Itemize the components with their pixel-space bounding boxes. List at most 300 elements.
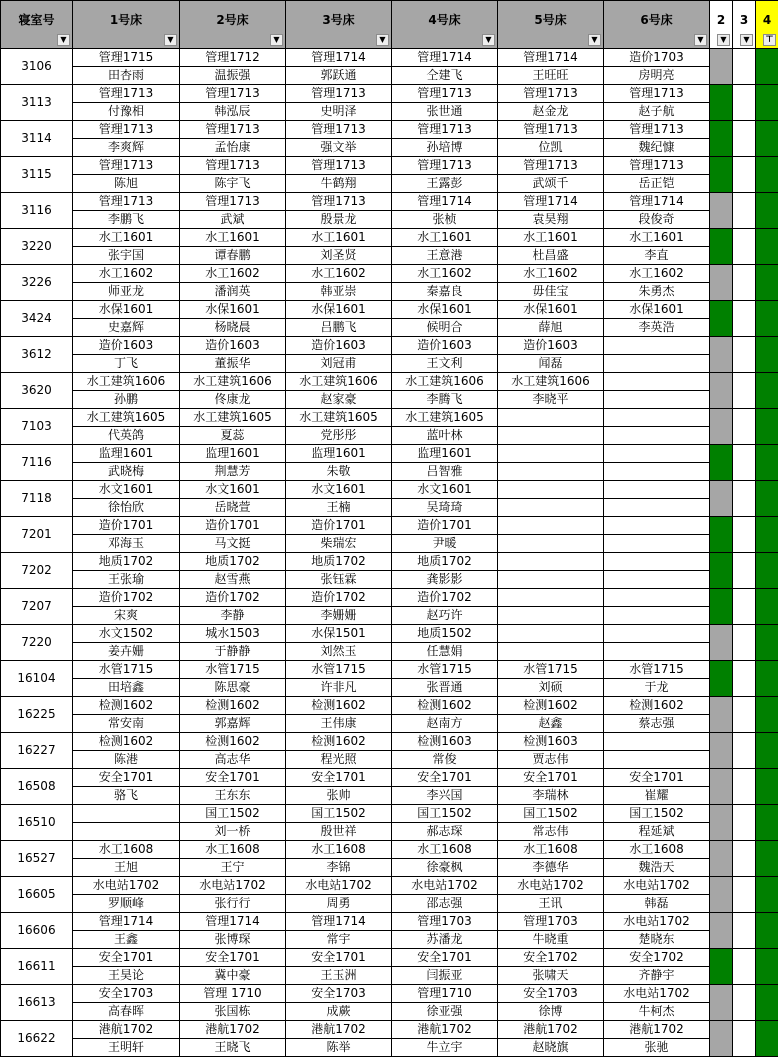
class-cell[interactable] xyxy=(604,481,710,499)
flag-3-cell[interactable] xyxy=(733,985,756,1021)
class-cell[interactable] xyxy=(498,409,604,427)
class-cell[interactable]: 管理1714 xyxy=(392,193,498,211)
flag-4-cell[interactable] xyxy=(756,445,778,481)
class-cell[interactable]: 水工1608 xyxy=(73,841,180,859)
room-number-cell[interactable]: 7207 xyxy=(1,589,73,625)
student-name-cell[interactable] xyxy=(498,607,604,625)
class-cell[interactable]: 港航1702 xyxy=(180,1021,286,1039)
class-cell[interactable]: 管理1714 xyxy=(498,49,604,67)
flag-2-cell[interactable] xyxy=(710,733,733,769)
student-name-cell[interactable] xyxy=(604,427,710,445)
student-name-cell[interactable]: 牛立宇 xyxy=(392,1039,498,1057)
class-cell[interactable]: 港航1702 xyxy=(286,1021,392,1039)
student-name-cell[interactable]: 李爽辉 xyxy=(73,139,180,157)
class-cell[interactable]: 水保1601 xyxy=(604,301,710,319)
student-name-cell[interactable]: 师亚龙 xyxy=(73,283,180,301)
flag-4-cell[interactable] xyxy=(756,661,778,697)
flag-2-cell[interactable] xyxy=(710,229,733,265)
class-cell[interactable]: 国工1502 xyxy=(604,805,710,823)
flag-2-cell[interactable] xyxy=(710,409,733,445)
class-cell[interactable]: 管理1713 xyxy=(604,121,710,139)
student-name-cell[interactable]: 谭春鹏 xyxy=(180,247,286,265)
class-cell[interactable]: 水工建筑1606 xyxy=(180,373,286,391)
class-cell[interactable]: 水工1602 xyxy=(604,265,710,283)
student-name-cell[interactable]: 楚晓东 xyxy=(604,931,710,949)
student-name-cell[interactable]: 杜昌盛 xyxy=(498,247,604,265)
class-cell[interactable]: 水工1601 xyxy=(604,229,710,247)
student-name-cell[interactable]: 田培鑫 xyxy=(73,679,180,697)
class-cell[interactable]: 水文1502 xyxy=(73,625,180,643)
student-name-cell[interactable] xyxy=(73,823,180,841)
class-cell[interactable]: 地质1702 xyxy=(286,553,392,571)
student-name-cell[interactable] xyxy=(604,643,710,661)
flag-4-cell[interactable] xyxy=(756,697,778,733)
class-cell[interactable]: 水保1601 xyxy=(73,301,180,319)
class-cell[interactable]: 管理1712 xyxy=(180,49,286,67)
student-name-cell[interactable]: 蓝叶林 xyxy=(392,427,498,445)
flag-2-cell[interactable] xyxy=(710,121,733,157)
class-cell[interactable]: 水电站1702 xyxy=(286,877,392,895)
student-name-cell[interactable]: 成蕨 xyxy=(286,1003,392,1021)
flag-4-cell[interactable] xyxy=(756,625,778,661)
class-cell[interactable]: 造价1701 xyxy=(286,517,392,535)
class-cell[interactable]: 城水1503 xyxy=(180,625,286,643)
student-name-cell[interactable] xyxy=(498,427,604,445)
class-cell[interactable]: 管理1714 xyxy=(392,49,498,67)
class-cell[interactable]: 管理1713 xyxy=(286,121,392,139)
student-name-cell[interactable]: 闻磊 xyxy=(498,355,604,373)
class-cell[interactable]: 监理1601 xyxy=(286,445,392,463)
room-number-cell[interactable]: 3620 xyxy=(1,373,73,409)
class-cell[interactable]: 安全1701 xyxy=(73,949,180,967)
student-name-cell[interactable]: 王旭 xyxy=(73,859,180,877)
student-name-cell[interactable]: 潘润英 xyxy=(180,283,286,301)
student-name-cell[interactable]: 马文挺 xyxy=(180,535,286,553)
flag-3-cell[interactable] xyxy=(733,589,756,625)
flag-2-cell[interactable] xyxy=(710,157,733,193)
flag-2-cell[interactable] xyxy=(710,769,733,805)
flag-3-cell[interactable] xyxy=(733,409,756,445)
flag-4-cell[interactable] xyxy=(756,337,778,373)
student-name-cell[interactable]: 刘冠甫 xyxy=(286,355,392,373)
flag-3-cell[interactable] xyxy=(733,949,756,985)
student-name-cell[interactable]: 刘一桥 xyxy=(180,823,286,841)
room-number-cell[interactable]: 16527 xyxy=(1,841,73,877)
class-cell[interactable]: 水电站1702 xyxy=(498,877,604,895)
class-cell[interactable]: 管理1703 xyxy=(392,913,498,931)
class-cell[interactable]: 管理1710 xyxy=(392,985,498,1003)
class-cell[interactable]: 管理1713 xyxy=(392,85,498,103)
student-name-cell[interactable]: 常安南 xyxy=(73,715,180,733)
class-cell[interactable]: 水工1601 xyxy=(392,229,498,247)
student-name-cell[interactable]: 龚影影 xyxy=(392,571,498,589)
student-name-cell[interactable]: 高志华 xyxy=(180,751,286,769)
filter-dropdown-icon[interactable]: ▼ xyxy=(588,34,601,46)
student-name-cell[interactable]: 魏浩天 xyxy=(604,859,710,877)
filter-dropdown-icon[interactable]: ▼ xyxy=(57,34,70,46)
class-cell[interactable]: 水保1601 xyxy=(180,301,286,319)
class-cell[interactable]: 水工1608 xyxy=(604,841,710,859)
class-cell[interactable]: 水工建筑1606 xyxy=(392,373,498,391)
flag-3-cell[interactable] xyxy=(733,769,756,805)
student-name-cell[interactable]: 李鹏飞 xyxy=(73,211,180,229)
flag-2-cell[interactable] xyxy=(710,589,733,625)
student-name-cell[interactable]: 李锦 xyxy=(286,859,392,877)
student-name-cell[interactable]: 魏纪慷 xyxy=(604,139,710,157)
student-name-cell[interactable]: 牛柯杰 xyxy=(604,1003,710,1021)
class-cell[interactable] xyxy=(604,625,710,643)
room-number-cell[interactable]: 3612 xyxy=(1,337,73,373)
filter-dropdown-icon[interactable]: ▼ xyxy=(376,34,389,46)
room-number-cell[interactable]: 3114 xyxy=(1,121,73,157)
class-cell[interactable]: 安全1701 xyxy=(73,769,180,787)
flag-4-cell[interactable] xyxy=(756,301,778,337)
flag-3-cell[interactable] xyxy=(733,157,756,193)
room-number-cell[interactable]: 3424 xyxy=(1,301,73,337)
student-name-cell[interactable] xyxy=(498,499,604,517)
flag-2-cell[interactable] xyxy=(710,445,733,481)
student-name-cell[interactable]: 徐博 xyxy=(498,1003,604,1021)
flag-2-cell[interactable] xyxy=(710,661,733,697)
student-name-cell[interactable]: 陈思豪 xyxy=(180,679,286,697)
flag-4-cell[interactable] xyxy=(756,841,778,877)
flag-3-cell[interactable] xyxy=(733,445,756,481)
student-name-cell[interactable]: 贾志伟 xyxy=(498,751,604,769)
student-name-cell[interactable]: 郝志琛 xyxy=(392,823,498,841)
class-cell[interactable]: 水管1715 xyxy=(392,661,498,679)
student-name-cell[interactable]: 温振强 xyxy=(180,67,286,85)
class-cell[interactable] xyxy=(604,409,710,427)
class-cell[interactable]: 水工1608 xyxy=(180,841,286,859)
student-name-cell[interactable]: 朱敬 xyxy=(286,463,392,481)
class-cell[interactable] xyxy=(604,517,710,535)
student-name-cell[interactable]: 周勇 xyxy=(286,895,392,913)
class-cell[interactable]: 国工1502 xyxy=(498,805,604,823)
class-cell[interactable] xyxy=(604,733,710,751)
class-cell[interactable]: 水文1601 xyxy=(180,481,286,499)
student-name-cell[interactable]: 刘硕 xyxy=(498,679,604,697)
student-name-cell[interactable]: 秦嘉良 xyxy=(392,283,498,301)
class-cell[interactable]: 港航1702 xyxy=(392,1021,498,1039)
flag-4-cell[interactable] xyxy=(756,1021,778,1057)
student-name-cell[interactable]: 史明泽 xyxy=(286,103,392,121)
class-cell[interactable]: 安全1701 xyxy=(392,769,498,787)
class-cell[interactable]: 水管1715 xyxy=(604,661,710,679)
class-cell[interactable] xyxy=(604,553,710,571)
class-cell[interactable]: 水工1601 xyxy=(180,229,286,247)
student-name-cell[interactable]: 房明亮 xyxy=(604,67,710,85)
flag-2-cell[interactable] xyxy=(710,625,733,661)
flag-2-cell[interactable] xyxy=(710,841,733,877)
class-cell[interactable]: 检测1602 xyxy=(73,697,180,715)
flag-2-cell[interactable] xyxy=(710,49,733,85)
room-number-cell[interactable]: 3116 xyxy=(1,193,73,229)
class-cell[interactable]: 管理1713 xyxy=(286,157,392,175)
class-cell[interactable]: 管理1714 xyxy=(286,49,392,67)
class-cell[interactable]: 管理1713 xyxy=(604,85,710,103)
filter-dropdown-icon[interactable]: ▼ xyxy=(164,34,177,46)
student-name-cell[interactable]: 赵晓旗 xyxy=(498,1039,604,1057)
class-cell[interactable]: 安全1701 xyxy=(604,769,710,787)
room-number-cell[interactable]: 7201 xyxy=(1,517,73,553)
student-name-cell[interactable]: 王意港 xyxy=(392,247,498,265)
student-name-cell[interactable]: 吴琦琦 xyxy=(392,499,498,517)
class-cell[interactable]: 管理1713 xyxy=(180,193,286,211)
student-name-cell[interactable]: 于龙 xyxy=(604,679,710,697)
class-cell[interactable]: 港航1702 xyxy=(498,1021,604,1039)
student-name-cell[interactable]: 王露彭 xyxy=(392,175,498,193)
class-cell[interactable] xyxy=(498,589,604,607)
student-name-cell[interactable]: 赵南方 xyxy=(392,715,498,733)
student-name-cell[interactable]: 宋爽 xyxy=(73,607,180,625)
class-cell[interactable]: 水工1602 xyxy=(180,265,286,283)
student-name-cell[interactable]: 赵雪燕 xyxy=(180,571,286,589)
student-name-cell[interactable]: 吕鹏飞 xyxy=(286,319,392,337)
class-cell[interactable]: 水工1602 xyxy=(498,265,604,283)
room-number-cell[interactable]: 3115 xyxy=(1,157,73,193)
class-cell[interactable] xyxy=(604,373,710,391)
student-name-cell[interactable] xyxy=(498,643,604,661)
class-cell[interactable]: 水电站1702 xyxy=(73,877,180,895)
class-cell[interactable]: 港航1702 xyxy=(604,1021,710,1039)
class-cell[interactable]: 水工1601 xyxy=(286,229,392,247)
class-cell[interactable]: 监理1601 xyxy=(73,445,180,463)
student-name-cell[interactable]: 李英浩 xyxy=(604,319,710,337)
class-cell[interactable]: 监理1601 xyxy=(180,445,286,463)
class-cell[interactable]: 管理1713 xyxy=(73,85,180,103)
flag-3-cell[interactable] xyxy=(733,733,756,769)
student-name-cell[interactable]: 吕智雅 xyxy=(392,463,498,481)
student-name-cell[interactable]: 王伟康 xyxy=(286,715,392,733)
student-name-cell[interactable]: 殷世祥 xyxy=(286,823,392,841)
class-cell[interactable]: 管理1713 xyxy=(73,157,180,175)
student-name-cell[interactable]: 王文利 xyxy=(392,355,498,373)
student-name-cell[interactable]: 崔耀 xyxy=(604,787,710,805)
student-name-cell[interactable]: 王昊论 xyxy=(73,967,180,985)
class-cell[interactable] xyxy=(604,589,710,607)
student-name-cell[interactable]: 张啸天 xyxy=(498,967,604,985)
student-name-cell[interactable]: 赵金龙 xyxy=(498,103,604,121)
flag-4-cell[interactable] xyxy=(756,877,778,913)
flag-4-cell[interactable] xyxy=(756,769,778,805)
class-cell[interactable]: 水管1715 xyxy=(498,661,604,679)
class-cell[interactable]: 检测1602 xyxy=(73,733,180,751)
class-cell[interactable]: 水管1715 xyxy=(73,661,180,679)
flag-4-cell[interactable] xyxy=(756,553,778,589)
flag-4-cell[interactable] xyxy=(756,985,778,1021)
student-name-cell[interactable]: 段俊奇 xyxy=(604,211,710,229)
student-name-cell[interactable]: 张世通 xyxy=(392,103,498,121)
student-name-cell[interactable] xyxy=(604,355,710,373)
class-cell[interactable]: 水电站1702 xyxy=(604,985,710,1003)
filter-dropdown-icon[interactable]: ▼ xyxy=(717,34,730,46)
flag-3-cell[interactable] xyxy=(733,1021,756,1057)
flag-3-cell[interactable] xyxy=(733,877,756,913)
class-cell[interactable]: 检测1602 xyxy=(180,697,286,715)
student-name-cell[interactable]: 张宇国 xyxy=(73,247,180,265)
class-cell[interactable]: 管理1713 xyxy=(73,121,180,139)
student-name-cell[interactable]: 任慧娟 xyxy=(392,643,498,661)
flag-3-cell[interactable] xyxy=(733,625,756,661)
filter-dropdown-icon[interactable]: ▼ xyxy=(740,34,753,46)
flag-4-cell[interactable] xyxy=(756,949,778,985)
student-name-cell[interactable]: 武晓梅 xyxy=(73,463,180,481)
student-name-cell[interactable]: 王张瑜 xyxy=(73,571,180,589)
flag-4-cell[interactable] xyxy=(756,409,778,445)
class-cell[interactable]: 安全1701 xyxy=(180,769,286,787)
class-cell[interactable]: 管理1713 xyxy=(180,157,286,175)
class-cell[interactable]: 管理1715 xyxy=(73,49,180,67)
student-name-cell[interactable]: 韩磊 xyxy=(604,895,710,913)
class-cell[interactable]: 水工建筑1605 xyxy=(180,409,286,427)
class-cell[interactable]: 检测1603 xyxy=(498,733,604,751)
class-cell[interactable]: 水工1608 xyxy=(498,841,604,859)
class-cell[interactable]: 水电站1702 xyxy=(392,877,498,895)
flag-3-cell[interactable] xyxy=(733,661,756,697)
room-number-cell[interactable]: 7103 xyxy=(1,409,73,445)
student-name-cell[interactable]: 毋佳宝 xyxy=(498,283,604,301)
class-cell[interactable]: 管理1713 xyxy=(498,121,604,139)
student-name-cell[interactable]: 杨晓晨 xyxy=(180,319,286,337)
student-name-cell[interactable]: 许非凡 xyxy=(286,679,392,697)
class-cell[interactable]: 安全1702 xyxy=(498,949,604,967)
student-name-cell[interactable]: 候明合 xyxy=(392,319,498,337)
student-name-cell[interactable]: 陈举 xyxy=(286,1039,392,1057)
flag-3-cell[interactable] xyxy=(733,193,756,229)
flag-2-cell[interactable] xyxy=(710,949,733,985)
student-name-cell[interactable]: 孙鹏 xyxy=(73,391,180,409)
student-name-cell[interactable]: 代英鸽 xyxy=(73,427,180,445)
student-name-cell[interactable]: 韩亚崇 xyxy=(286,283,392,301)
student-name-cell[interactable]: 王东东 xyxy=(180,787,286,805)
class-cell[interactable]: 水工建筑1605 xyxy=(392,409,498,427)
student-name-cell[interactable]: 朱勇杰 xyxy=(604,283,710,301)
class-cell[interactable]: 管理1713 xyxy=(498,157,604,175)
room-number-cell[interactable]: 7118 xyxy=(1,481,73,517)
class-cell[interactable]: 检测1602 xyxy=(286,733,392,751)
student-name-cell[interactable]: 柴瑞宏 xyxy=(286,535,392,553)
class-cell[interactable]: 水工1602 xyxy=(392,265,498,283)
class-cell[interactable]: 安全1701 xyxy=(498,769,604,787)
class-cell[interactable] xyxy=(498,481,604,499)
class-cell[interactable]: 安全1701 xyxy=(180,949,286,967)
student-name-cell[interactable]: 徐豪枫 xyxy=(392,859,498,877)
class-cell[interactable]: 造价1703 xyxy=(604,49,710,67)
student-name-cell[interactable] xyxy=(604,499,710,517)
filter-dropdown-icon[interactable]: ▼ xyxy=(482,34,495,46)
room-number-cell[interactable]: 3113 xyxy=(1,85,73,121)
flag-4-cell[interactable] xyxy=(756,913,778,949)
student-name-cell[interactable]: 荆慧芳 xyxy=(180,463,286,481)
student-name-cell[interactable]: 史嘉辉 xyxy=(73,319,180,337)
flag-3-cell[interactable] xyxy=(733,697,756,733)
student-name-cell[interactable]: 张博琛 xyxy=(180,931,286,949)
flag-3-cell[interactable] xyxy=(733,481,756,517)
student-name-cell[interactable]: 位凯 xyxy=(498,139,604,157)
class-cell[interactable]: 造价1603 xyxy=(392,337,498,355)
class-cell[interactable]: 管理1713 xyxy=(604,157,710,175)
student-name-cell[interactable]: 袁昊翔 xyxy=(498,211,604,229)
class-cell[interactable]: 水工1601 xyxy=(73,229,180,247)
class-cell[interactable]: 检测1602 xyxy=(392,697,498,715)
student-name-cell[interactable]: 张驰 xyxy=(604,1039,710,1057)
student-name-cell[interactable]: 韩泓辰 xyxy=(180,103,286,121)
flag-4-cell[interactable] xyxy=(756,589,778,625)
filter-dropdown-icon[interactable]: ▼ xyxy=(270,34,283,46)
flag-4-cell[interactable] xyxy=(756,517,778,553)
room-number-cell[interactable]: 16613 xyxy=(1,985,73,1021)
class-cell[interactable]: 造价1701 xyxy=(392,517,498,535)
class-cell[interactable]: 检测1602 xyxy=(498,697,604,715)
student-name-cell[interactable]: 张桢 xyxy=(392,211,498,229)
flag-3-cell[interactable] xyxy=(733,85,756,121)
class-cell[interactable]: 水工1602 xyxy=(73,265,180,283)
student-name-cell[interactable]: 徐亚强 xyxy=(392,1003,498,1021)
class-cell[interactable]: 管理1713 xyxy=(498,85,604,103)
student-name-cell[interactable]: 丁飞 xyxy=(73,355,180,373)
student-name-cell[interactable]: 程延斌 xyxy=(604,823,710,841)
class-cell[interactable]: 造价1603 xyxy=(73,337,180,355)
student-name-cell[interactable]: 骆飞 xyxy=(73,787,180,805)
flag-2-cell[interactable] xyxy=(710,1021,733,1057)
room-number-cell[interactable]: 16104 xyxy=(1,661,73,697)
room-number-cell[interactable]: 3106 xyxy=(1,49,73,85)
student-name-cell[interactable]: 王讯 xyxy=(498,895,604,913)
class-cell[interactable]: 造价1603 xyxy=(286,337,392,355)
student-name-cell[interactable]: 李兴国 xyxy=(392,787,498,805)
class-cell[interactable]: 水工建筑1605 xyxy=(73,409,180,427)
room-number-cell[interactable]: 7220 xyxy=(1,625,73,661)
class-cell[interactable]: 水工1608 xyxy=(392,841,498,859)
room-number-cell[interactable]: 3226 xyxy=(1,265,73,301)
student-name-cell[interactable]: 佟康龙 xyxy=(180,391,286,409)
class-cell[interactable]: 国工1502 xyxy=(392,805,498,823)
flag-4-cell[interactable] xyxy=(756,49,778,85)
student-name-cell[interactable]: 孙培博 xyxy=(392,139,498,157)
class-cell[interactable]: 安全1702 xyxy=(604,949,710,967)
flag-2-cell[interactable] xyxy=(710,265,733,301)
student-name-cell[interactable] xyxy=(604,391,710,409)
student-name-cell[interactable]: 党彤彤 xyxy=(286,427,392,445)
student-name-cell[interactable] xyxy=(604,535,710,553)
flag-2-cell[interactable] xyxy=(710,553,733,589)
class-cell[interactable]: 水保1501 xyxy=(286,625,392,643)
class-cell[interactable]: 水工建筑1606 xyxy=(73,373,180,391)
flag-4-cell[interactable] xyxy=(756,121,778,157)
flag-3-cell[interactable] xyxy=(733,121,756,157)
student-name-cell[interactable]: 郭跃通 xyxy=(286,67,392,85)
student-name-cell[interactable]: 强文举 xyxy=(286,139,392,157)
class-cell[interactable] xyxy=(498,553,604,571)
flag-3-cell[interactable] xyxy=(733,49,756,85)
student-name-cell[interactable]: 王宁 xyxy=(180,859,286,877)
class-cell[interactable] xyxy=(498,445,604,463)
student-name-cell[interactable]: 苏潘龙 xyxy=(392,931,498,949)
student-name-cell[interactable]: 赵巧许 xyxy=(392,607,498,625)
class-cell[interactable]: 水工1602 xyxy=(286,265,392,283)
student-name-cell[interactable]: 常宇 xyxy=(286,931,392,949)
class-cell[interactable]: 水保1601 xyxy=(286,301,392,319)
flag-2-cell[interactable] xyxy=(710,481,733,517)
flag-2-cell[interactable] xyxy=(710,517,733,553)
class-cell[interactable]: 水电站1702 xyxy=(180,877,286,895)
class-cell[interactable]: 安全1703 xyxy=(498,985,604,1003)
student-name-cell[interactable] xyxy=(604,751,710,769)
class-cell[interactable]: 水文1601 xyxy=(286,481,392,499)
class-cell[interactable]: 地质1702 xyxy=(180,553,286,571)
class-cell[interactable]: 管理1714 xyxy=(604,193,710,211)
class-cell[interactable]: 地质1702 xyxy=(73,553,180,571)
